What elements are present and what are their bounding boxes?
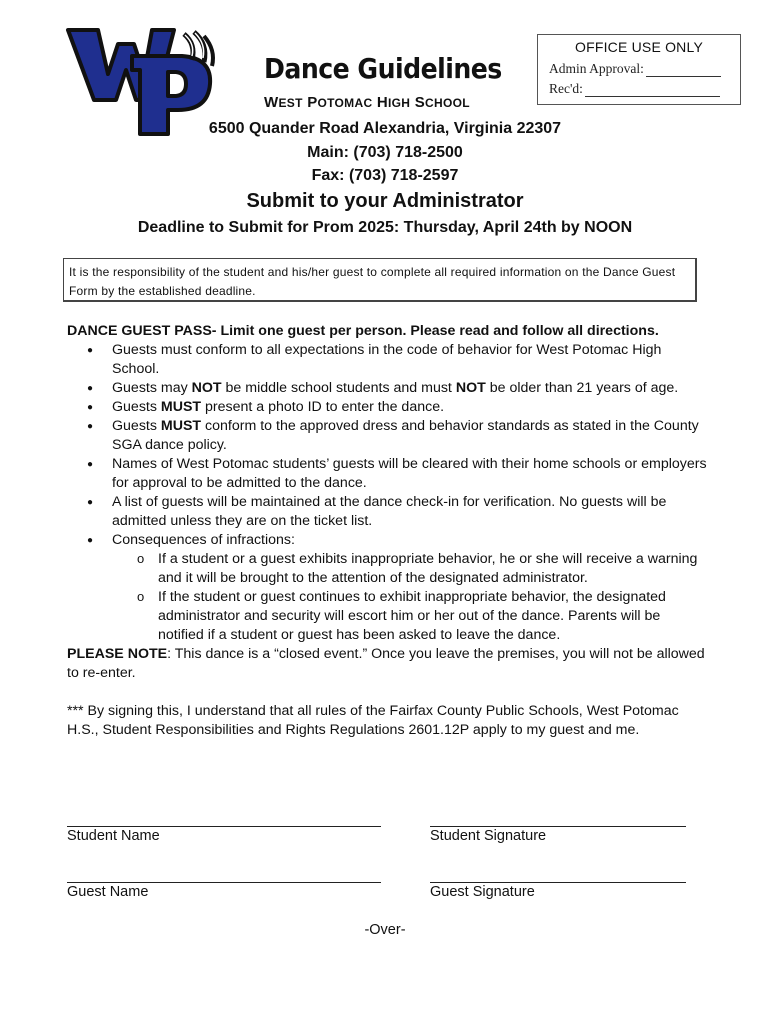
list-item: ● Names of West Potomac students’ guests will be cleared with their home schools or employers for approval to be admitted to the dance. [67, 455, 707, 493]
list-item: o If the student or guest continues to exhibit inappropriate behavior, the designated administrator and security will escort him or her out of the dance. Parents will be notified if a student or guest has been asked to leave the dance. [112, 588, 707, 645]
please-note: PLEASE NOTE: This dance is a “closed event.” Once you leave the premises, you will not be allowed to re-enter. [67, 646, 705, 681]
guest-signature-line[interactable] [430, 882, 686, 883]
list-item: ● Guests MUST present a photo ID to enter the dance. [67, 398, 707, 417]
recd-label: Rec'd: [549, 81, 583, 96]
agreement-text: *** By signing this, I understand that all rules of the Fairfax County Public Schools, West Potomac H.S., Student Responsibilities and Rights Regulations 2601.12P apply to my guest and me. [67, 703, 679, 738]
student-name-label: Student Name [67, 828, 160, 844]
fax-number: Fax: (703) 718-2597 [311, 167, 459, 184]
school-name: WEST POTOMAC HIGH SCHOOL [264, 94, 470, 111]
recd-blank[interactable] [585, 84, 720, 97]
office-use-heading: OFFICE USE ONLY [575, 39, 703, 55]
student-name-line[interactable] [67, 826, 381, 827]
responsibility-notice: It is the responsibility of the student and his/her guest to complete all required information on the Dance Guest Form by the established deadline. [63, 258, 697, 302]
guest-pass-heading: DANCE GUEST PASS- Limit one guest per person. Please read and follow all directions. [67, 323, 659, 339]
guest-signature-label: Guest Signature [430, 884, 535, 900]
student-signature-line[interactable] [430, 826, 686, 827]
admin-approval-blank[interactable] [646, 64, 721, 77]
list-item: ● A list of guests will be maintained at the dance check-in for verification. No guests will be admitted unless they are on the ticket list. [67, 493, 707, 531]
guest-name-label: Guest Name [67, 884, 149, 900]
page-footer: -Over- [364, 922, 406, 938]
office-use-box [537, 34, 741, 105]
admin-approval-label: Admin Approval: [549, 61, 644, 76]
student-signature-label: Student Signature [430, 828, 547, 844]
guest-rules-list [67, 341, 707, 645]
guest-pass-section [67, 322, 707, 740]
svg-text:WP: WP [64, 26, 66, 27]
list-item: ● Consequences of infractions: o If a student or a guest exhibits inappropriate behavior, he or she will receive a warning and it will be brought to the attention of the designated administrator. o If the student or guest continues to exhibit inappropriate behavior, the designated administrator and security will escort him or her out of the dance. Parents will be notified if a student or guest has been asked to leave the dance. [67, 531, 707, 645]
submit-heading: Submit to your Administrator [246, 190, 524, 212]
consequences-list [112, 550, 707, 645]
admin-approval-line [549, 61, 721, 77]
list-item: ● Guests MUST conform to the approved dress and behavior standards as stated in the County SGA dance policy. [67, 417, 707, 455]
deadline-text: Deadline to Submit for Prom 2025: Thursday, April 24th by NOON [137, 219, 633, 236]
main-phone: Main: (703) 718-2500 [307, 144, 463, 161]
guest-name-line[interactable] [67, 882, 381, 883]
list-item: ● Guests must conform to all expectations in the code of behavior for West Potomac High School. [67, 341, 707, 379]
recd-line [549, 81, 720, 97]
page-title: Dance Guidelines [264, 52, 502, 85]
list-item: o If a student or a guest exhibits inappropriate behavior, he or she will receive a warning and it will be brought to the attention of the designated administrator. [112, 550, 707, 588]
school-address: 6500 Quander Road Alexandria, Virginia 22307 [208, 120, 562, 137]
list-item: ● Guests may NOT be middle school students and must NOT be older than 21 years of age. [67, 379, 707, 398]
